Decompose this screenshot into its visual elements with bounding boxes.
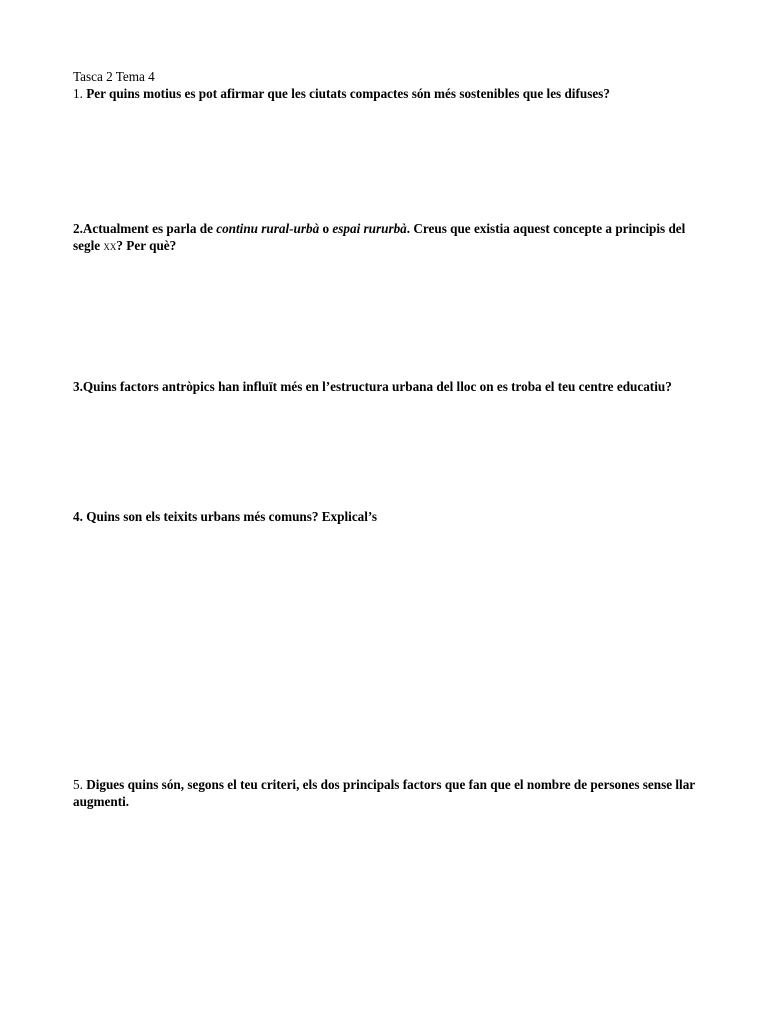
question-2-part-2: o — [319, 221, 333, 236]
question-5-text: Digues quins són, segons el teu criteri, els dos principals factors que fan que el nombre de persones sense llar augmenti. — [73, 777, 695, 809]
question-2-term-1: continu rural-urbà — [216, 221, 320, 236]
question-2-part-4: ? Per què? — [116, 238, 177, 253]
question-3: 3.Quins factors antròpics han influït més en l’estructura urbana del lloc on es troba el teu centre educatiu? — [73, 379, 672, 394]
question-4: 4. Quins son els teixits urbans més comuns? Explical’s — [73, 509, 377, 524]
question-2-part-3: . Creus que existia aquest concepte a principis del segle — [73, 221, 686, 253]
question-2-part-1: 2.Actualment es parla de — [73, 221, 217, 236]
question-1-text: Per quins motius es pot afirmar que les ciutats compactes són més sostenibles que les difuses? — [86, 86, 610, 101]
question-1-block — [73, 68, 703, 102]
question-1-number: 1. — [73, 86, 83, 101]
question-2-century: xx — [103, 238, 117, 253]
question-5-number: 5. — [73, 777, 83, 792]
question-1 — [73, 85, 703, 102]
question-2 — [73, 220, 703, 254]
question-2-term-2: espai rururbà — [332, 221, 407, 236]
document-header: Tasca 2 Tema 4 — [73, 69, 155, 84]
question-5 — [73, 776, 703, 810]
